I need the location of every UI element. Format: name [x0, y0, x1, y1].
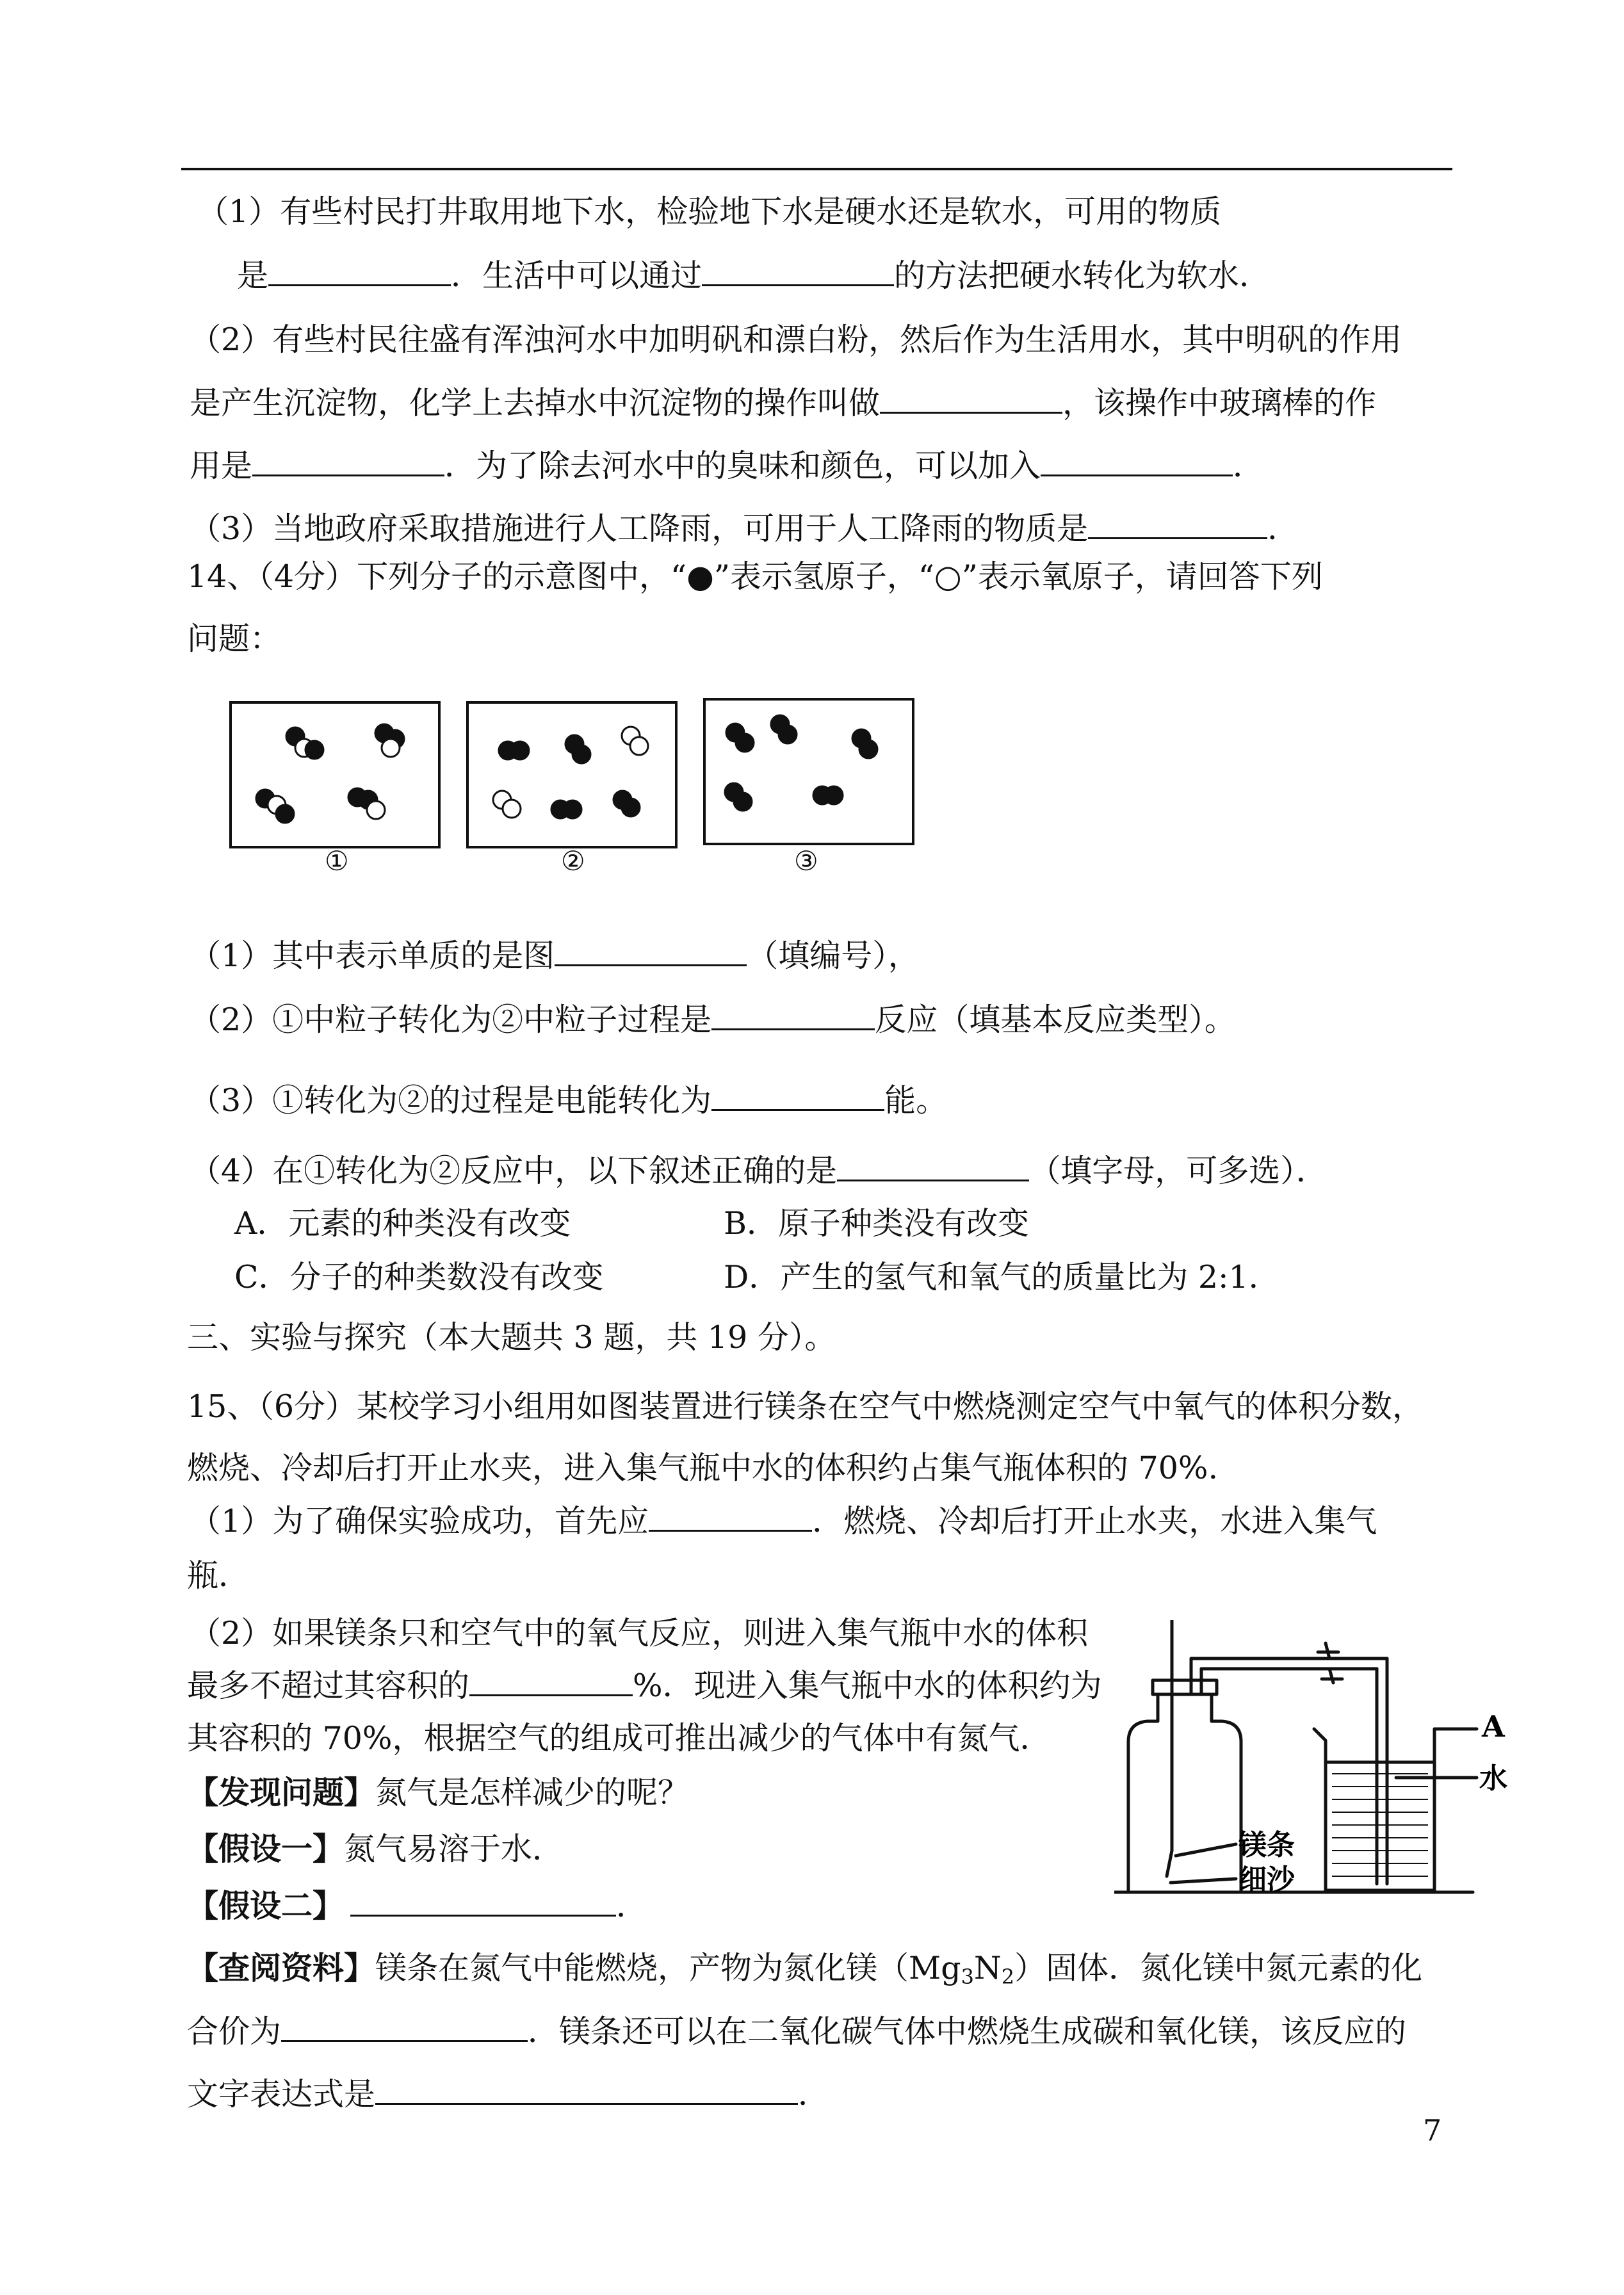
answer-blank	[702, 255, 894, 286]
reference-line3	[187, 2073, 829, 2114]
q13-part2-line2	[190, 382, 1376, 423]
answer-blank	[281, 2011, 528, 2042]
option-a: A．元素的种类没有改变	[234, 1205, 571, 1242]
option-b: B．原子种类没有改变	[724, 1205, 1030, 1242]
reference-text: ）固体．氮化镁中氮元素的化	[1014, 1950, 1423, 1986]
molecule-diagram-2	[466, 701, 678, 848]
option-c: C．分子的种类数没有改变	[234, 1259, 604, 1295]
q15-sub2-line3: 其容积的 70%，根据空气的组成可推出减少的气体中有氮气．	[187, 1720, 1052, 1756]
q14-sub4	[190, 1150, 1328, 1191]
q15-text: %．现进入集气瓶中水的体积约为	[633, 1667, 1102, 1704]
q14-sub3	[190, 1080, 947, 1121]
section-3-heading: 三、实验与探究（本大题共 3 题，共 19 分）。	[187, 1319, 836, 1356]
q13-part3	[190, 508, 1299, 549]
molecule-figure-3-svg	[706, 701, 912, 843]
reference-line1	[187, 1948, 1422, 1997]
answer-blank	[555, 935, 747, 966]
q14-text: （2）①中粒子转化为②中粒子过程是	[190, 1002, 712, 1038]
q13-text: （3）当地政府采取措施进行人工降雨，可用于人工降雨的物质是	[190, 510, 1089, 547]
q15-text: 最多不超过其容积的	[187, 1667, 470, 1704]
answer-blank	[1041, 445, 1233, 476]
answer-blank	[649, 1500, 812, 1532]
q15-text: ．	[798, 2076, 830, 2113]
header-rule	[181, 168, 1452, 170]
q13-part1-line1: （1）有些村民打井取用地下水，检验地下水是硬水还是软水，可用的物质	[197, 193, 1222, 230]
q15-text: ．燃烧、冷却后打开止水夹，水进入集气	[812, 1503, 1377, 1539]
label-magnesium: 镁条	[1238, 1829, 1295, 1861]
q15-stem-line2: 燃烧、冷却后打开止水夹，进入集气瓶中水的体积约占集气瓶体积的 70%.	[187, 1450, 1219, 1486]
reference-line2	[187, 2011, 1406, 2052]
answer-blank	[837, 1150, 1029, 1181]
apparatus-diagram	[1114, 1620, 1511, 1902]
answer-blank	[350, 1885, 616, 1917]
q14-sub2	[190, 999, 1236, 1040]
discovery-tag: 【发现问题】	[187, 1774, 376, 1811]
q15-text: 合价为	[187, 2013, 282, 2050]
label-water: 水	[1479, 1762, 1507, 1795]
q13-text: 是产生沉淀物，化学上去掉水中沉淀物的操作叫做	[190, 385, 881, 421]
q15-stem-line1: 15、（6分）某校学习小组用如图装置进行镁条在空气中燃烧测定空气中氧气的体积分数，	[187, 1388, 1424, 1425]
q13-text: ．为了除去河水中的臭味和颜色，可以加入	[444, 448, 1041, 484]
discovery-line	[187, 1772, 689, 1813]
molecule-figure-2-svg	[469, 704, 675, 846]
page-number: 7	[1423, 2113, 1442, 2148]
label-sand: 细沙	[1238, 1863, 1295, 1896]
apparatus-svg	[1114, 1620, 1511, 1902]
q15-sub1	[190, 1500, 1377, 1541]
hypothesis-2-end: ．	[616, 1888, 648, 1924]
q14-text: 反应（填基本反应类型）。	[875, 1002, 1236, 1038]
q13-part2-line3	[190, 445, 1264, 486]
q14-text: （4）在①转化为②反应中，以下叙述正确的是	[190, 1153, 838, 1189]
figure-label-1: ①	[325, 845, 349, 877]
q13-part2-line1: （2）有些村民往盛有浑浊河水中加明矾和漂白粉，然后作为生活用水，其中明矾的作用	[190, 321, 1402, 358]
q13-part1-line2	[237, 255, 1271, 296]
answer-blank	[880, 382, 1062, 414]
q15-sub2-line1: （2）如果镁条只和空气中的氧气反应，则进入集气瓶中水的体积	[190, 1615, 1089, 1651]
answer-blank	[711, 1080, 884, 1111]
hypothesis-2-line	[187, 1885, 647, 1926]
formula-element: N	[973, 1950, 1002, 1986]
q13-text: ．	[1233, 448, 1265, 484]
hypothesis-1-line	[187, 1829, 564, 1869]
q14-sub1	[190, 935, 920, 976]
option-d: D．产生的氢气和氧气的质量比为 2:1．	[724, 1259, 1280, 1295]
hypothesis-2-tag: 【假设二】	[187, 1887, 345, 1924]
reference-text: 镁条在氮气中能燃烧，产物为氮化镁（Mg	[375, 1950, 961, 1986]
q13-text: 是	[237, 257, 269, 294]
molecule-diagram-1	[229, 701, 441, 848]
molecule-diagram-3	[703, 698, 914, 845]
reference-tag: 【查阅资料】	[187, 1949, 376, 1986]
q14-stem-line1: 14、（4分）下列分子的示意图中，“●”表示氢原子，“○”表示氧原子，请回答下列	[187, 558, 1323, 595]
answer-blank	[469, 1665, 633, 1696]
discovery-text: 氮气是怎样减少的呢？	[375, 1774, 690, 1811]
answer-blank	[375, 2073, 798, 2105]
q15-text: （1）为了确保实验成功，首先应	[190, 1503, 649, 1539]
q14-text: （1）其中表示单质的是图	[190, 937, 555, 974]
q14-text: 能。	[884, 1082, 948, 1119]
figure-label-3: ③	[794, 845, 818, 877]
q15-text: 文字表达式是	[187, 2076, 376, 2113]
q14-text: （填字母，可多选）．	[1029, 1153, 1328, 1189]
q13-text: ．生活中可以通过	[451, 257, 702, 294]
hypothesis-1-text: 氮气易溶于水．	[344, 1831, 564, 1867]
figure-label-2: ②	[561, 845, 585, 877]
q14-text: （填编号），	[747, 937, 920, 974]
q13-text: 的方法把硬水转化为软水．	[894, 257, 1271, 294]
q13-text: 用是	[190, 448, 253, 484]
answer-blank	[268, 255, 451, 286]
q15-sub1-cont: 瓶．	[187, 1557, 250, 1594]
answer-blank	[252, 445, 444, 476]
q14-text: （3）①转化为②的过程是电能转化为	[190, 1082, 712, 1119]
formula-subscript: 2	[1001, 1965, 1015, 1989]
q15-text: ．镁条还可以在二氧化碳气体中燃烧生成碳和氧化镁，该反应的	[528, 2013, 1407, 2050]
formula-subscript: 3	[961, 1965, 974, 1989]
answer-blank	[711, 999, 875, 1030]
q13-text: ．	[1267, 510, 1299, 547]
label-a: A	[1482, 1709, 1505, 1744]
hypothesis-1-tag: 【假设一】	[187, 1830, 345, 1867]
answer-blank	[1088, 508, 1267, 539]
molecule-figure-1-svg	[232, 704, 438, 846]
q13-text: ，该操作中玻璃棒的作	[1062, 385, 1377, 421]
q14-stem-line2: 问题：	[187, 620, 282, 657]
q15-sub2-line2	[187, 1665, 1102, 1706]
